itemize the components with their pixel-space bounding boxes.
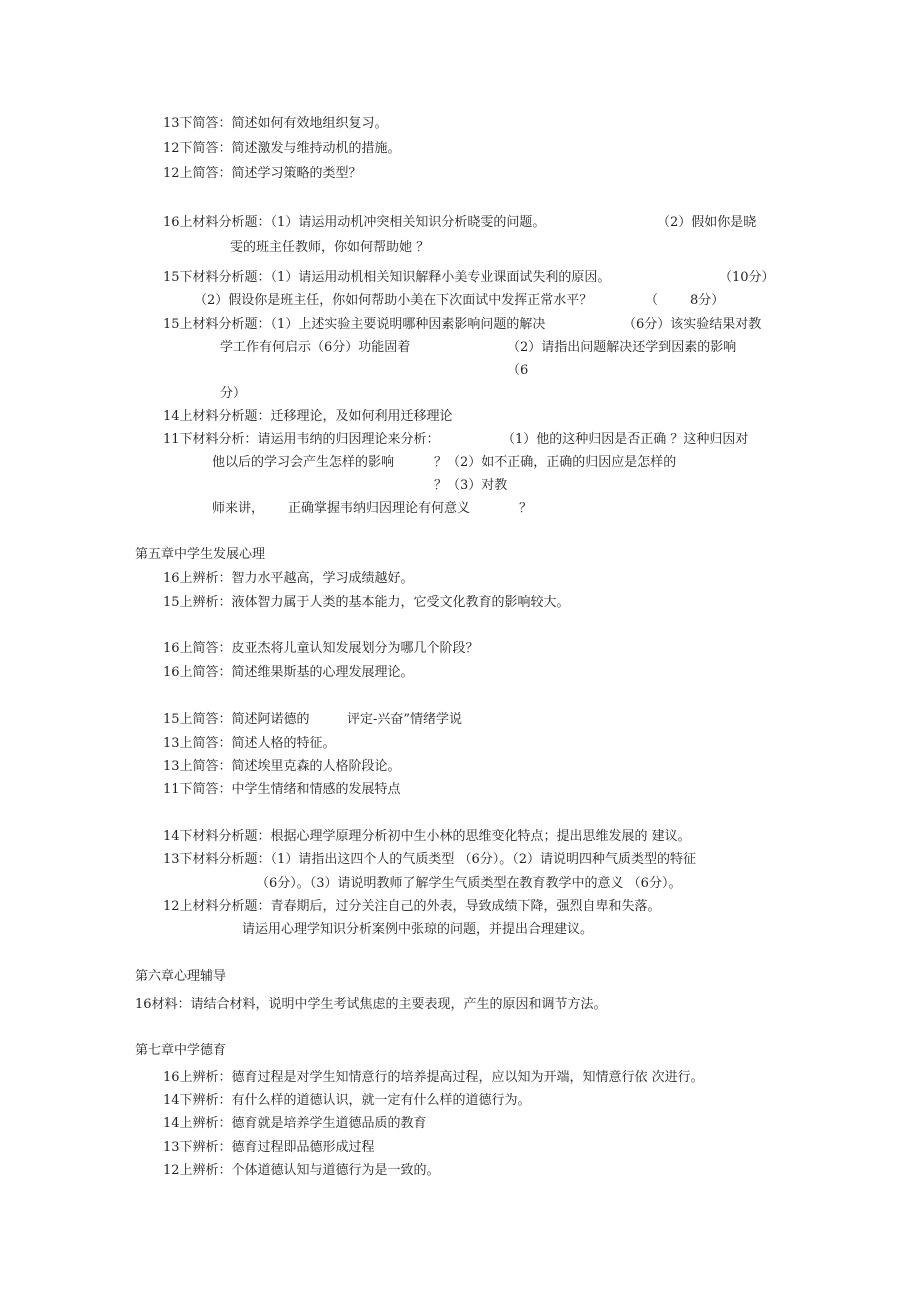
score-label: 8分） — [690, 293, 725, 308]
question-line: 12上材料分析题：青春期后，过分关注自己的外表，导致成绩下降，强烈自卑和失落。 — [163, 899, 661, 914]
question-line-continuation: （2）请指出问题解决还学到因素的影响 — [507, 340, 737, 355]
question-line: 11下简答：中学生情绪和情感的发展特点 — [163, 782, 401, 797]
question-line: 12上简答：简述学习策略的类型？ — [163, 166, 362, 181]
question-line-continuation: ？（3）对教 — [434, 478, 508, 493]
question-line: 13下辨析：德育过程即品德形成过程 — [163, 1140, 375, 1155]
score-label: （10分） — [719, 270, 775, 285]
question-line: 11下材料分析：请运用韦纳的归因理论来分析： — [163, 432, 440, 447]
question-line-continuation: ？（2）如不正确，正确的归因应是怎样的 — [434, 455, 677, 470]
chapter-heading: 第七章中学德育 — [135, 1043, 227, 1058]
question-line-continuation: （2）假如你是晓 — [657, 215, 757, 230]
score-label: （6 — [507, 363, 529, 378]
question-line-continuation: （2）假设你是班主任，你如何帮助小美在下次面试中发挥正常水平？ — [194, 293, 593, 308]
chapter-heading: 第六章心理辅导 — [135, 969, 227, 984]
question-line-continuation: （6分）该实验结果对教 — [623, 317, 762, 332]
question-line: 15下材料分析题：（1）请运用动机相关知识解释小美专业课面试失利的原因。 — [163, 270, 611, 285]
question-line: 16上简答：皮亚杰将儿童认知发展划分为哪几个阶段？ — [163, 641, 479, 656]
question-line-continuation: 雯的班主任教师，你如何帮助她 ？ — [230, 240, 430, 255]
question-line: 13上简答：简述人格的特征。 — [163, 736, 336, 751]
question-line-continuation: 请运用心理学知识分析案例中张琼的问题，并提出合理建议。 — [242, 922, 594, 937]
question-line-continuation: 他以后的学习会产生怎样的影响 — [212, 455, 395, 470]
question-line: 16材料：请结合材料，说明中学生考试焦虑的主要表现，产生的原因和调节方法。 — [135, 997, 607, 1012]
question-line-continuation: （6分）。（3）请说明教师了解学生气质类型在教育教学中的意义 （6分）。 — [256, 876, 682, 891]
chapter-heading: 第五章中学生发展心理 — [135, 547, 266, 562]
question-line-continuation: 学工作有何启示（6分）功能固着 — [220, 340, 411, 355]
question-line: 13下简答：简述如何有效地组织复习。 — [163, 116, 388, 131]
question-line: 15上简答：简述阿诺德的 — [163, 712, 310, 727]
question-line: 13上简答：简述埃里克森的人格阶段论。 — [163, 759, 401, 774]
question-line-continuation: 正确掌握韦纳归因理论有何意义 — [288, 501, 471, 516]
question-line: 15上辨析：液体智力属于人类的基本能力，它受文化教育的影响较大。 — [163, 595, 570, 610]
question-line: 16上简答：简述维果斯基的心理发展理论。 — [163, 665, 414, 680]
question-line-continuation: 评定-兴奋”情绪学说 — [347, 712, 463, 727]
question-line: 14下辨析：有什么样的道德认识，就一定有什么样的道德行为。 — [163, 1093, 531, 1108]
question-line: 13下材料分析题：（1）请指出这四个人的气质类型 （6分）。（2）请说明四种气质类型的特征 — [163, 852, 696, 867]
question-line: 12上辨析：个体道德认知与道德行为是一致的。 — [163, 1163, 440, 1178]
question-line: 16上辨析：智力水平越高，学习成绩越好。 — [163, 571, 414, 586]
question-line-continuation: ？ — [519, 501, 533, 516]
score-label: 分） — [220, 386, 247, 401]
question-line: 12下简答：简述激发与维持动机的措施。 — [163, 141, 401, 156]
score-label: （ — [645, 293, 659, 308]
question-line: 14下材料分析题：根据心理学原理分析初中生小林的思维变化特点；提出思维发展的 建议。 — [163, 829, 691, 844]
question-line: 16上材料分析题：（1）请运用动机冲突相关知识分析晓雯的问题。 — [163, 215, 546, 230]
question-line: 16上辨析：德育过程是对学生知情意行的培养提高过程，应以知为开端，知情意行依 次进行。 — [163, 1070, 704, 1085]
question-line: 14上材料分析题：迁移理论，及如何利用迁移理论 — [163, 409, 453, 424]
question-line: 15上材料分析题：（1）上述实验主要说明哪种因素影响问题的解决 — [163, 317, 546, 332]
question-line-continuation: （1）他的这种归因是否正确 ？这种归因对 — [502, 432, 749, 447]
question-line: 14上辨析：德育就是培养学生道德品质的教育 — [163, 1116, 427, 1131]
question-line-continuation: 师来讲， — [212, 501, 265, 516]
